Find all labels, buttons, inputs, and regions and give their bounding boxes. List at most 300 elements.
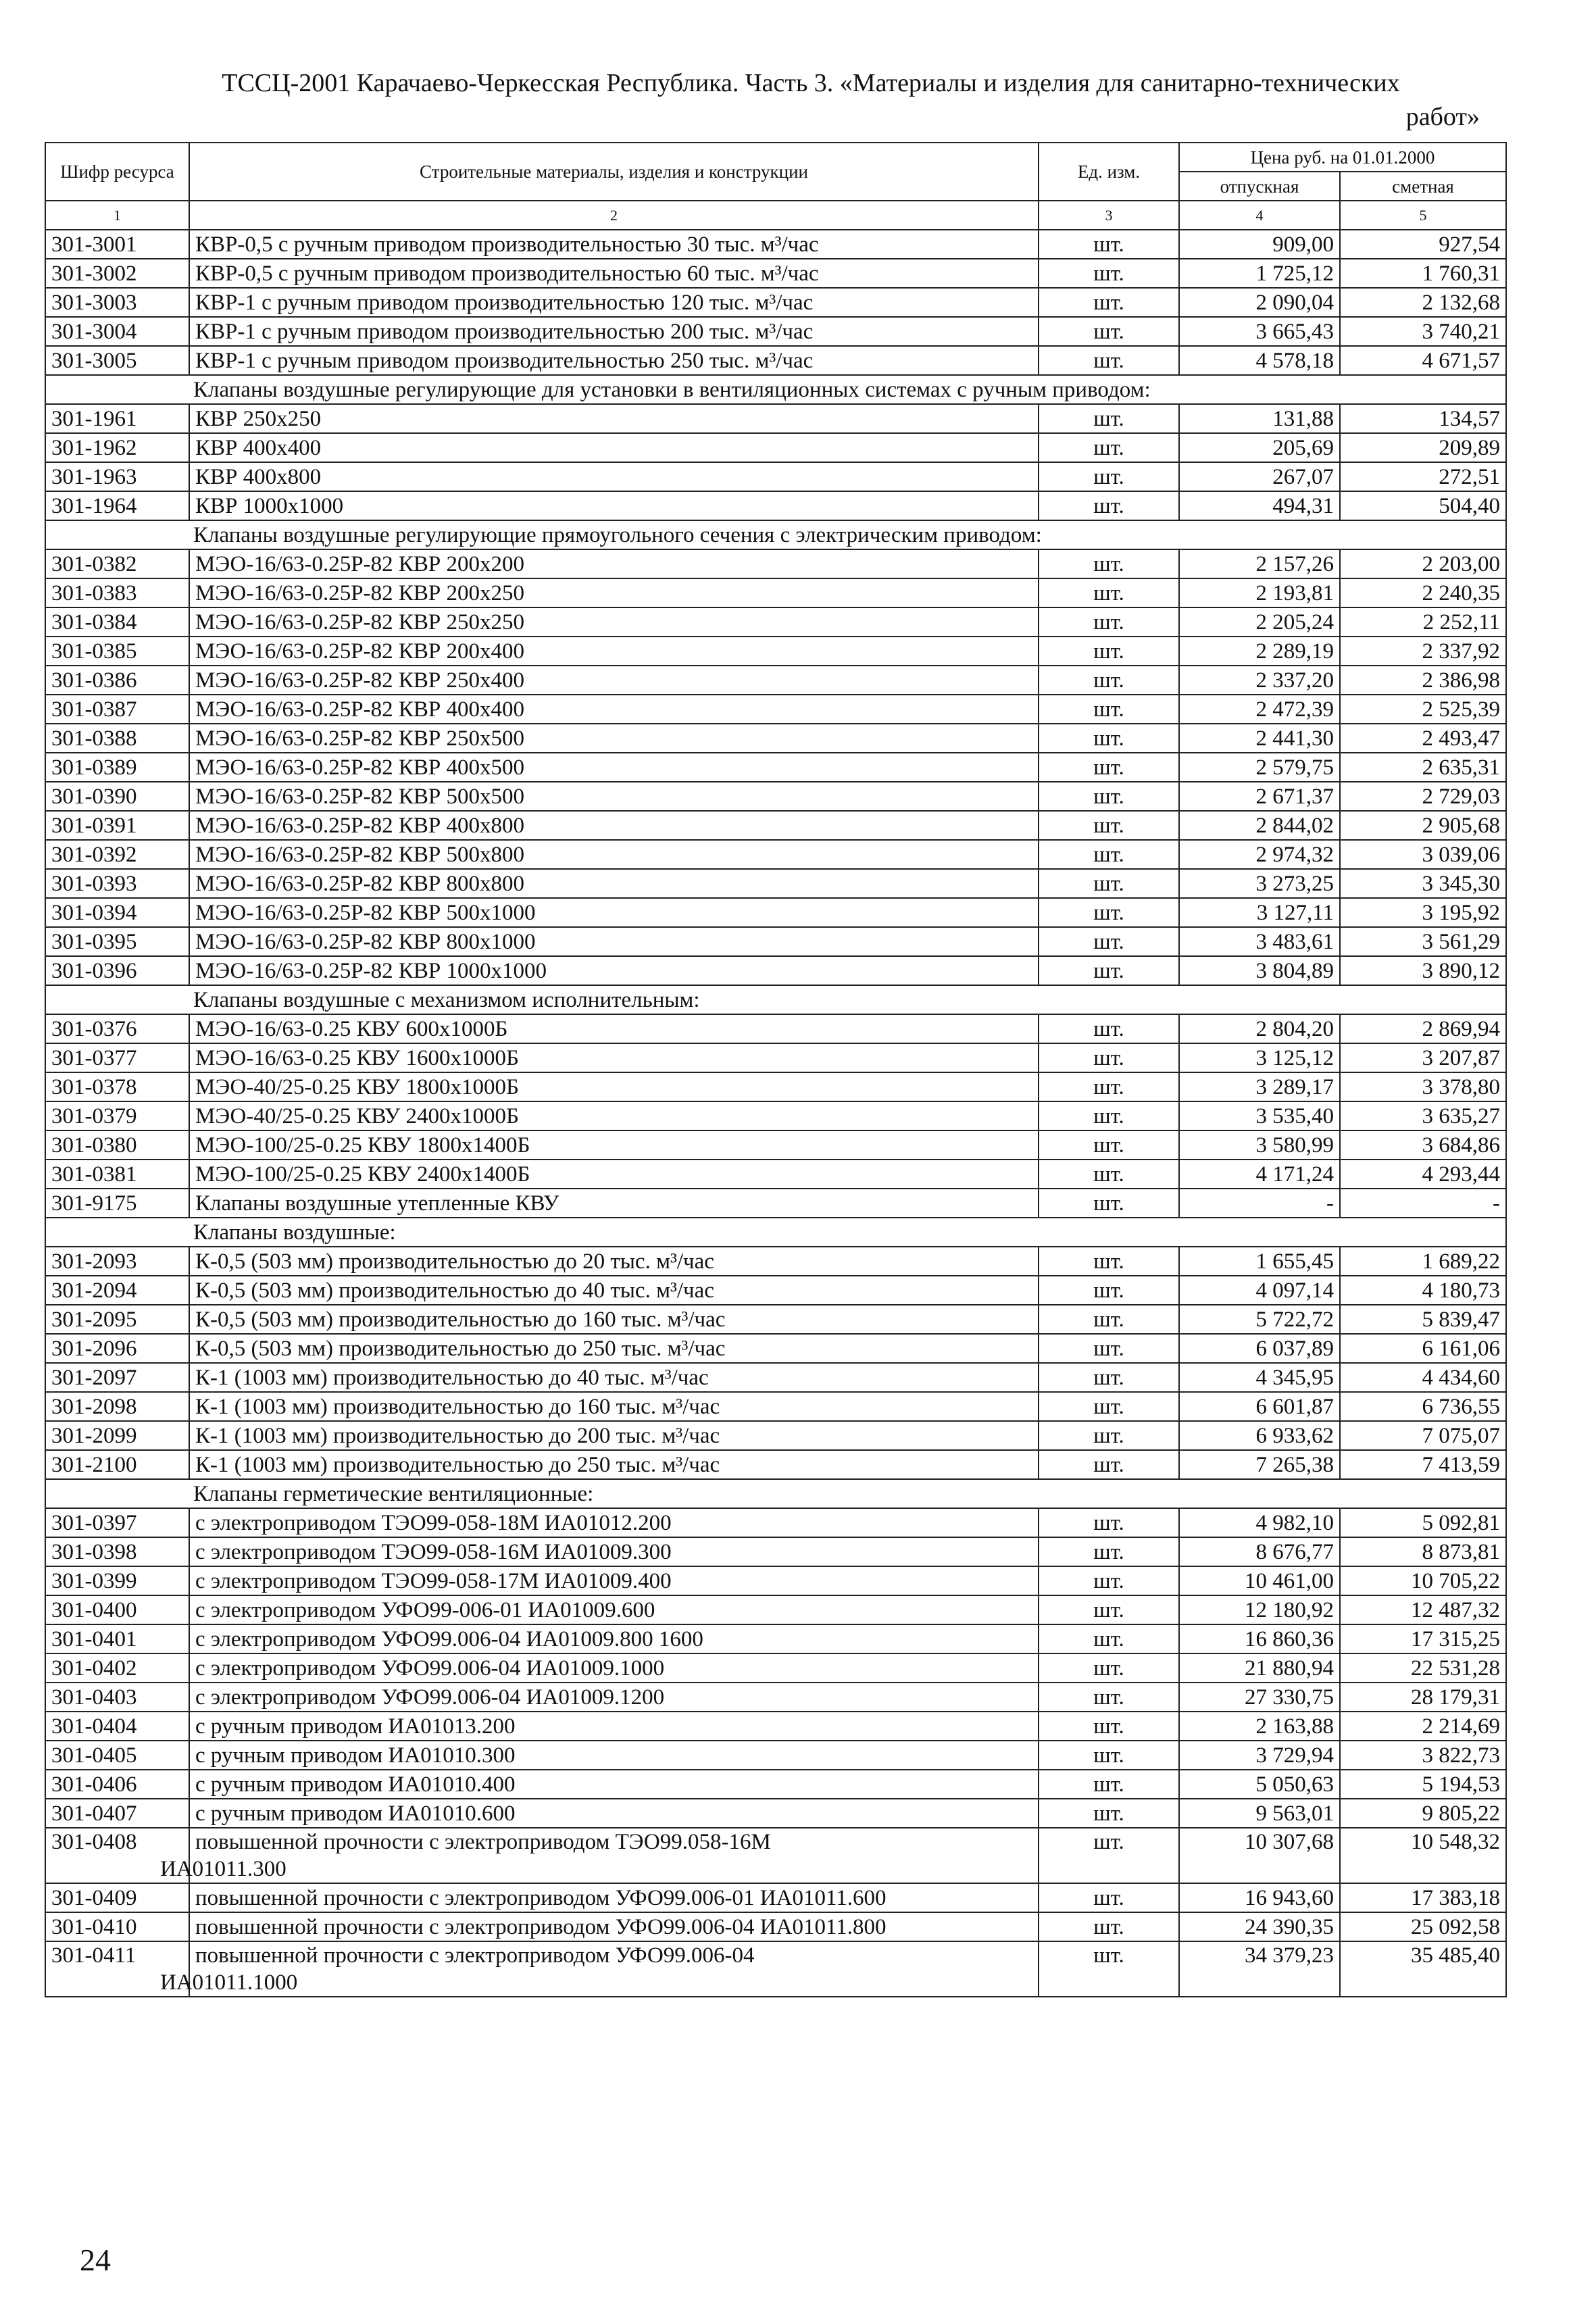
col-number: 4 <box>1179 201 1340 230</box>
estimate-price: 504,40 <box>1340 491 1506 520</box>
table-row <box>45 1450 1506 1479</box>
unit-of-measure: шт. <box>1039 1508 1179 1537</box>
release-price: 10 307,68 <box>1179 1828 1340 1883</box>
item-name: МЭО-16/63-0.25Р-82 КВР 200х250 <box>189 578 1039 607</box>
table-row <box>45 346 1506 375</box>
release-price: 3 127,11 <box>1179 898 1340 927</box>
item-name-line-2: ИА01011.1000 <box>160 1970 298 1995</box>
resource-code: 301-0402 <box>45 1653 189 1683</box>
release-price: 4 097,14 <box>1179 1276 1340 1305</box>
resource-code: 301-0396 <box>45 956 189 985</box>
resource-code: 301-0405 <box>45 1741 189 1770</box>
estimate-price: 3 207,87 <box>1340 1043 1506 1072</box>
release-price: 24 390,35 <box>1179 1912 1340 1941</box>
release-price: 2 804,20 <box>1179 1014 1340 1043</box>
unit-of-measure: шт. <box>1039 1130 1179 1160</box>
unit-of-measure: шт. <box>1039 1276 1179 1305</box>
release-price: 131,88 <box>1179 404 1340 433</box>
resource-code: 301-0389 <box>45 753 189 782</box>
estimate-price: 2 203,00 <box>1340 549 1506 578</box>
table-row <box>45 1566 1506 1595</box>
release-price: 2 090,04 <box>1179 288 1340 317</box>
estimate-price: 2 214,69 <box>1340 1712 1506 1741</box>
estimate-price: 134,57 <box>1340 404 1506 433</box>
estimate-price: 7 413,59 <box>1340 1450 1506 1479</box>
resource-code: 301-1962 <box>45 433 189 462</box>
estimate-price: 9 805,22 <box>1340 1799 1506 1828</box>
estimate-price: 22 531,28 <box>1340 1653 1506 1683</box>
resource-code: 301-0380 <box>45 1130 189 1160</box>
item-name: МЭО-16/63-0.25Р-82 КВР 250х250 <box>189 607 1039 637</box>
item-name: МЭО-16/63-0.25Р-82 КВР 500х500 <box>189 782 1039 811</box>
item-name: К-0,5 (503 мм) производительностью до 20 тыс. м³/час <box>189 1247 1039 1276</box>
resource-code: 301-0394 <box>45 898 189 927</box>
table-row <box>45 1305 1506 1334</box>
release-price: 3 483,61 <box>1179 927 1340 956</box>
estimate-price: 1 760,31 <box>1340 259 1506 288</box>
table-row <box>45 1363 1506 1392</box>
unit-of-measure: шт. <box>1039 1189 1179 1218</box>
table-row <box>45 607 1506 637</box>
release-price: 3 289,17 <box>1179 1072 1340 1101</box>
release-price: 205,69 <box>1179 433 1340 462</box>
item-name: МЭО-16/63-0.25Р-82 КВР 250х500 <box>189 724 1039 753</box>
item-name: МЭО-16/63-0.25Р-82 КВР 800х1000 <box>189 927 1039 956</box>
item-name: МЭО-16/63-0.25Р-82 КВР 800х800 <box>189 869 1039 898</box>
table-row <box>45 1595 1506 1624</box>
release-price: 16 943,60 <box>1179 1883 1340 1912</box>
table-row <box>45 1683 1506 1712</box>
resource-code: 301-0378 <box>45 1072 189 1101</box>
resource-code: 301-0391 <box>45 811 189 840</box>
table-row <box>45 259 1506 288</box>
table-row <box>45 1189 1506 1218</box>
resource-code: 301-0397 <box>45 1508 189 1537</box>
unit-of-measure: шт. <box>1039 607 1179 637</box>
estimate-price: 2 869,94 <box>1340 1014 1506 1043</box>
resource-code: 301-0399 <box>45 1566 189 1595</box>
release-price: 1 655,45 <box>1179 1247 1340 1276</box>
col-header-unit: Ед. изм. <box>1039 143 1179 201</box>
item-name: К-0,5 (503 мм) производительностью до 160 тыс. м³/час <box>189 1305 1039 1334</box>
release-price: 2 157,26 <box>1179 549 1340 578</box>
estimate-price: - <box>1340 1189 1506 1218</box>
table-row <box>45 549 1506 578</box>
resource-code: 301-2096 <box>45 1334 189 1363</box>
estimate-price: 209,89 <box>1340 433 1506 462</box>
item-name: МЭО-16/63-0.25Р-82 КВР 200х400 <box>189 637 1039 666</box>
table-row <box>45 578 1506 607</box>
col-number: 5 <box>1340 201 1506 230</box>
resource-code: 301-0386 <box>45 666 189 695</box>
item-name <box>160 1941 1039 1997</box>
table-row <box>45 1537 1506 1566</box>
unit-of-measure: шт. <box>1039 1334 1179 1363</box>
unit-of-measure: шт. <box>1039 956 1179 985</box>
table-row <box>45 666 1506 695</box>
item-name-line-1: повышенной прочности с электроприводом УФО99.006-04 <box>195 1943 755 1968</box>
col-header-release: отпускная <box>1179 172 1340 201</box>
item-name: Клапаны воздушные утепленные КВУ <box>189 1189 1039 1218</box>
table-row <box>45 956 1506 985</box>
table-row <box>45 1334 1506 1363</box>
col-header-estimate: сметная <box>1340 172 1506 201</box>
resource-code: 301-0393 <box>45 869 189 898</box>
item-name: с ручным приводом ИА01010.400 <box>189 1770 1039 1799</box>
item-name: КВР-0,5 с ручным приводом производительностью 30 тыс. м³/час <box>189 230 1039 259</box>
unit-of-measure: шт. <box>1039 346 1179 375</box>
item-name: МЭО-40/25-0.25 КВУ 1800х1000Б <box>189 1072 1039 1101</box>
col-number: 3 <box>1039 201 1179 230</box>
resource-code: 301-1964 <box>45 491 189 520</box>
item-name: МЭО-16/63-0.25Р-82 КВР 400х800 <box>189 811 1039 840</box>
item-name: МЭО-16/63-0.25Р-82 КВР 400х500 <box>189 753 1039 782</box>
estimate-price: 17 315,25 <box>1340 1624 1506 1653</box>
release-price: 1 725,12 <box>1179 259 1340 288</box>
release-price: 9 563,01 <box>1179 1799 1340 1828</box>
unit-of-measure: шт. <box>1039 1247 1179 1276</box>
resource-code: 301-2095 <box>45 1305 189 1334</box>
unit-of-measure: шт. <box>1039 1305 1179 1334</box>
resource-code: 301-0377 <box>45 1043 189 1072</box>
estimate-price: 3 345,30 <box>1340 869 1506 898</box>
table-row <box>45 462 1506 491</box>
item-name: КВР-1 с ручным приводом производительностью 250 тыс. м³/час <box>189 346 1039 375</box>
unit-of-measure: шт. <box>1039 404 1179 433</box>
release-price: 5 050,63 <box>1179 1770 1340 1799</box>
resource-code: 301-2100 <box>45 1450 189 1479</box>
resource-code: 301-0376 <box>45 1014 189 1043</box>
release-price: 21 880,94 <box>1179 1653 1340 1683</box>
col-header-name: Строительные материалы, изделия и конструкции <box>189 143 1039 201</box>
release-price: 2 337,20 <box>1179 666 1340 695</box>
resource-code: 301-0383 <box>45 578 189 607</box>
estimate-price: 6 736,55 <box>1340 1392 1506 1421</box>
unit-of-measure: шт. <box>1039 1363 1179 1392</box>
release-price: 3 535,40 <box>1179 1101 1340 1130</box>
estimate-price: 2 729,03 <box>1340 782 1506 811</box>
item-name: МЭО-16/63-0.25Р-82 КВР 200х200 <box>189 549 1039 578</box>
resource-code: 301-1961 <box>45 404 189 433</box>
resource-code: 301-0401 <box>45 1624 189 1653</box>
resource-code: 301-0388 <box>45 724 189 753</box>
table-row <box>45 1912 1506 1941</box>
item-name: КВР 250х250 <box>189 404 1039 433</box>
col-number: 1 <box>45 201 189 230</box>
item-name: К-1 (1003 мм) производительностью до 40 тыс. м³/час <box>189 1363 1039 1392</box>
resource-code: 301-2094 <box>45 1276 189 1305</box>
col-header-price-group: Цена руб. на 01.01.2000 <box>1179 143 1506 172</box>
estimate-price: 3 740,21 <box>1340 317 1506 346</box>
table-row <box>45 1653 1506 1683</box>
estimate-price: 927,54 <box>1340 230 1506 259</box>
table-row <box>45 1392 1506 1421</box>
table-row <box>45 840 1506 869</box>
unit-of-measure: шт. <box>1039 637 1179 666</box>
unit-of-measure: шт. <box>1039 1741 1179 1770</box>
estimate-price: 10 705,22 <box>1340 1566 1506 1595</box>
resource-code: 301-0382 <box>45 549 189 578</box>
resource-code: 301-0407 <box>45 1799 189 1828</box>
resource-code: 301-0411 <box>45 1941 189 1997</box>
item-name: МЭО-16/63-0.25 КВУ 600х1000Б <box>189 1014 1039 1043</box>
item-name: с электроприводом УФО99.006-04 ИА01009.1200 <box>189 1683 1039 1712</box>
unit-of-measure: шт. <box>1039 666 1179 695</box>
item-name: с электроприводом ТЭО99-058-17М ИА01009.400 <box>189 1566 1039 1595</box>
estimate-price: 10 548,32 <box>1340 1828 1506 1883</box>
item-name: с ручным приводом ИА01013.200 <box>189 1712 1039 1741</box>
release-price: 3 729,94 <box>1179 1741 1340 1770</box>
unit-of-measure: шт. <box>1039 1595 1179 1624</box>
unit-of-measure: шт. <box>1039 1653 1179 1683</box>
estimate-price: 272,51 <box>1340 462 1506 491</box>
table-row <box>45 782 1506 811</box>
unit-of-measure: шт. <box>1039 491 1179 520</box>
item-name: КВР 400х400 <box>189 433 1039 462</box>
release-price: 3 580,99 <box>1179 1130 1340 1160</box>
table-row <box>45 1043 1506 1072</box>
estimate-price: 4 293,44 <box>1340 1160 1506 1189</box>
unit-of-measure: шт. <box>1039 1537 1179 1566</box>
item-name: с ручным приводом ИА01010.300 <box>189 1741 1039 1770</box>
release-price: 2 472,39 <box>1179 695 1340 724</box>
resource-code: 301-0387 <box>45 695 189 724</box>
table-row <box>45 811 1506 840</box>
section-heading-row <box>45 375 1506 404</box>
table-row <box>45 404 1506 433</box>
item-name: МЭО-100/25-0.25 КВУ 1800х1400Б <box>189 1130 1039 1160</box>
estimate-price: 2 493,47 <box>1340 724 1506 753</box>
estimate-price: 2 525,39 <box>1340 695 1506 724</box>
item-name: КВР-0,5 с ручным приводом производительностью 60 тыс. м³/час <box>189 259 1039 288</box>
item-name: КВР-1 с ручным приводом производительностью 200 тыс. м³/час <box>189 317 1039 346</box>
section-heading-row <box>45 985 1506 1014</box>
release-price: 4 171,24 <box>1179 1160 1340 1189</box>
unit-of-measure: шт. <box>1039 1160 1179 1189</box>
item-name: КВР-1 с ручным приводом производительностью 120 тыс. м³/час <box>189 288 1039 317</box>
section-heading: Клапаны воздушные: <box>45 1218 1506 1247</box>
section-heading: Клапаны герметические вентиляционные: <box>45 1479 1506 1508</box>
table-row <box>45 1276 1506 1305</box>
item-name: МЭО-16/63-0.25Р-82 КВР 400х400 <box>189 695 1039 724</box>
resource-code: 301-0390 <box>45 782 189 811</box>
estimate-price: 3 635,27 <box>1340 1101 1506 1130</box>
estimate-price: 3 195,92 <box>1340 898 1506 927</box>
table-row <box>45 1130 1506 1160</box>
resource-code: 301-2093 <box>45 1247 189 1276</box>
unit-of-measure: шт. <box>1039 1072 1179 1101</box>
item-name: с электроприводом УФО99.006-04 ИА01009.1000 <box>189 1653 1039 1683</box>
release-price: 2 974,32 <box>1179 840 1340 869</box>
resource-code: 301-0384 <box>45 607 189 637</box>
table-row <box>45 230 1506 259</box>
release-price: 3 273,25 <box>1179 869 1340 898</box>
unit-of-measure: шт. <box>1039 1566 1179 1595</box>
resource-code: 301-0409 <box>45 1883 189 1912</box>
resource-code: 301-2098 <box>45 1392 189 1421</box>
item-name: с электроприводом УФО99.006-04 ИА01009.800 1600 <box>189 1624 1039 1653</box>
release-price: 2 205,24 <box>1179 607 1340 637</box>
release-price: 4 345,95 <box>1179 1363 1340 1392</box>
table-row <box>45 695 1506 724</box>
unit-of-measure: шт. <box>1039 1624 1179 1653</box>
unit-of-measure: шт. <box>1039 1770 1179 1799</box>
table-row <box>45 753 1506 782</box>
item-name: с ручным приводом ИА01010.600 <box>189 1799 1039 1828</box>
table-row <box>45 1421 1506 1450</box>
estimate-price: 3 039,06 <box>1340 840 1506 869</box>
unit-of-measure: шт. <box>1039 1683 1179 1712</box>
release-price: 7 265,38 <box>1179 1450 1340 1479</box>
estimate-price: 25 092,58 <box>1340 1912 1506 1941</box>
table-row <box>45 1247 1506 1276</box>
estimate-price: 3 561,29 <box>1340 927 1506 956</box>
release-price: 4 578,18 <box>1179 346 1340 375</box>
table-row <box>45 317 1506 346</box>
price-table-body <box>45 230 1506 1997</box>
item-name: К-0,5 (503 мм) производительностью до 250 тыс. м³/час <box>189 1334 1039 1363</box>
estimate-price: 6 161,06 <box>1340 1334 1506 1363</box>
estimate-price: 2 132,68 <box>1340 288 1506 317</box>
resource-code: 301-9175 <box>45 1189 189 1218</box>
unit-of-measure: шт. <box>1039 433 1179 462</box>
release-price: 12 180,92 <box>1179 1595 1340 1624</box>
release-price: 2 671,37 <box>1179 782 1340 811</box>
unit-of-measure: шт. <box>1039 782 1179 811</box>
unit-of-measure: шт. <box>1039 811 1179 840</box>
header-title-line-2: работ» <box>1405 103 1480 131</box>
estimate-price: 2 337,92 <box>1340 637 1506 666</box>
header-title-line-1: ТССЦ-2001 Карачаево-Черкесская Республика. Часть 3. «Материалы и изделия для санитарно-технических <box>222 69 1400 97</box>
table-row <box>45 1799 1506 1828</box>
table-row <box>45 1101 1506 1130</box>
unit-of-measure: шт. <box>1039 317 1179 346</box>
item-name: К-0,5 (503 мм) производительностью до 40 тыс. м³/час <box>189 1276 1039 1305</box>
item-name: МЭО-16/63-0.25 КВУ 1600х1000Б <box>189 1043 1039 1072</box>
unit-of-measure: шт. <box>1039 549 1179 578</box>
table-row <box>45 1508 1506 1537</box>
unit-of-measure: шт. <box>1039 1421 1179 1450</box>
resource-code: 301-0403 <box>45 1683 189 1712</box>
estimate-price: 5 194,53 <box>1340 1770 1506 1799</box>
col-header-code: Шифр ресурса <box>45 143 189 201</box>
estimate-price: 17 383,18 <box>1340 1883 1506 1912</box>
unit-of-measure: шт. <box>1039 259 1179 288</box>
table-row <box>45 724 1506 753</box>
release-price: 34 379,23 <box>1179 1941 1340 1997</box>
unit-of-measure: шт. <box>1039 927 1179 956</box>
resource-code: 301-0398 <box>45 1537 189 1566</box>
table-row <box>45 637 1506 666</box>
table-row <box>45 898 1506 927</box>
item-name: МЭО-100/25-0.25 КВУ 2400х1400Б <box>189 1160 1039 1189</box>
release-price: 5 722,72 <box>1179 1305 1340 1334</box>
estimate-price: 4 180,73 <box>1340 1276 1506 1305</box>
section-heading-row <box>45 1218 1506 1247</box>
release-price: 909,00 <box>1179 230 1340 259</box>
unit-of-measure: шт. <box>1039 898 1179 927</box>
resource-code: 301-0381 <box>45 1160 189 1189</box>
item-name: повышенной прочности с электроприводом УФО99.006-04 ИА01011.800 <box>189 1912 1039 1941</box>
table-row <box>45 1072 1506 1101</box>
estimate-price: 7 075,07 <box>1340 1421 1506 1450</box>
table-row <box>45 1883 1506 1912</box>
release-price: 6 601,87 <box>1179 1392 1340 1421</box>
release-price: 2 844,02 <box>1179 811 1340 840</box>
item-name: КВР 1000х1000 <box>189 491 1039 520</box>
table-row <box>45 1014 1506 1043</box>
estimate-price: 1 689,22 <box>1340 1247 1506 1276</box>
estimate-price: 2 240,35 <box>1340 578 1506 607</box>
table-row <box>45 927 1506 956</box>
table-row <box>45 1770 1506 1799</box>
estimate-price: 2 252,11 <box>1340 607 1506 637</box>
estimate-price: 3 890,12 <box>1340 956 1506 985</box>
release-price: 3 665,43 <box>1179 317 1340 346</box>
release-price: 10 461,00 <box>1179 1566 1340 1595</box>
document-header <box>142 66 1480 134</box>
section-heading: Клапаны воздушные регулирующие для установки в вентиляционных системах с ручным приводом: <box>45 375 1506 404</box>
table-row <box>45 433 1506 462</box>
release-price: 8 676,77 <box>1179 1537 1340 1566</box>
item-name: с электроприводом ТЭО99-058-18М ИА01012.200 <box>189 1508 1039 1537</box>
resource-code: 301-0379 <box>45 1101 189 1130</box>
unit-of-measure: шт. <box>1039 288 1179 317</box>
item-name: К-1 (1003 мм) производительностью до 200 тыс. м³/час <box>189 1421 1039 1450</box>
resource-code: 301-0404 <box>45 1712 189 1741</box>
unit-of-measure: шт. <box>1039 1799 1179 1828</box>
estimate-price: 3 822,73 <box>1340 1741 1506 1770</box>
unit-of-measure: шт. <box>1039 695 1179 724</box>
item-name-line-2: ИА01011.300 <box>160 1857 286 1881</box>
unit-of-measure: шт. <box>1039 1828 1179 1883</box>
resource-code: 301-1963 <box>45 462 189 491</box>
column-number-row <box>45 201 1506 230</box>
release-price: 2 289,19 <box>1179 637 1340 666</box>
release-price: 494,31 <box>1179 491 1340 520</box>
unit-of-measure: шт. <box>1039 1450 1179 1479</box>
resource-code: 301-3003 <box>45 288 189 317</box>
table-row <box>45 1712 1506 1741</box>
page-number: 24 <box>80 2243 111 2277</box>
table-row <box>45 1941 1506 1997</box>
table-row <box>45 491 1506 520</box>
estimate-price: 4 434,60 <box>1340 1363 1506 1392</box>
item-name: К-1 (1003 мм) производительностью до 160 тыс. м³/час <box>189 1392 1039 1421</box>
item-name <box>160 1828 1039 1883</box>
estimate-price: 3 378,80 <box>1340 1072 1506 1101</box>
unit-of-measure: шт. <box>1039 230 1179 259</box>
release-price: 6 933,62 <box>1179 1421 1340 1450</box>
item-name: КВР 400х800 <box>189 462 1039 491</box>
estimate-price: 8 873,81 <box>1340 1537 1506 1566</box>
item-name: МЭО-16/63-0.25Р-82 КВР 500х800 <box>189 840 1039 869</box>
estimate-price: 35 485,40 <box>1340 1941 1506 1997</box>
release-price: 2 579,75 <box>1179 753 1340 782</box>
unit-of-measure: шт. <box>1039 1712 1179 1741</box>
resource-code: 301-2099 <box>45 1421 189 1450</box>
unit-of-measure: шт. <box>1039 578 1179 607</box>
item-name: МЭО-16/63-0.25Р-82 КВР 1000х1000 <box>189 956 1039 985</box>
unit-of-measure: шт. <box>1039 1014 1179 1043</box>
estimate-price: 3 684,86 <box>1340 1130 1506 1160</box>
estimate-price: 5 839,47 <box>1340 1305 1506 1334</box>
item-name: повышенной прочности с электроприводом УФО99.006-01 ИА01011.600 <box>189 1883 1039 1912</box>
resource-code: 301-0408 <box>45 1828 189 1883</box>
resource-code: 301-0400 <box>45 1595 189 1624</box>
item-name: МЭО-40/25-0.25 КВУ 2400х1000Б <box>189 1101 1039 1130</box>
item-name: МЭО-16/63-0.25Р-82 КВР 500х1000 <box>189 898 1039 927</box>
